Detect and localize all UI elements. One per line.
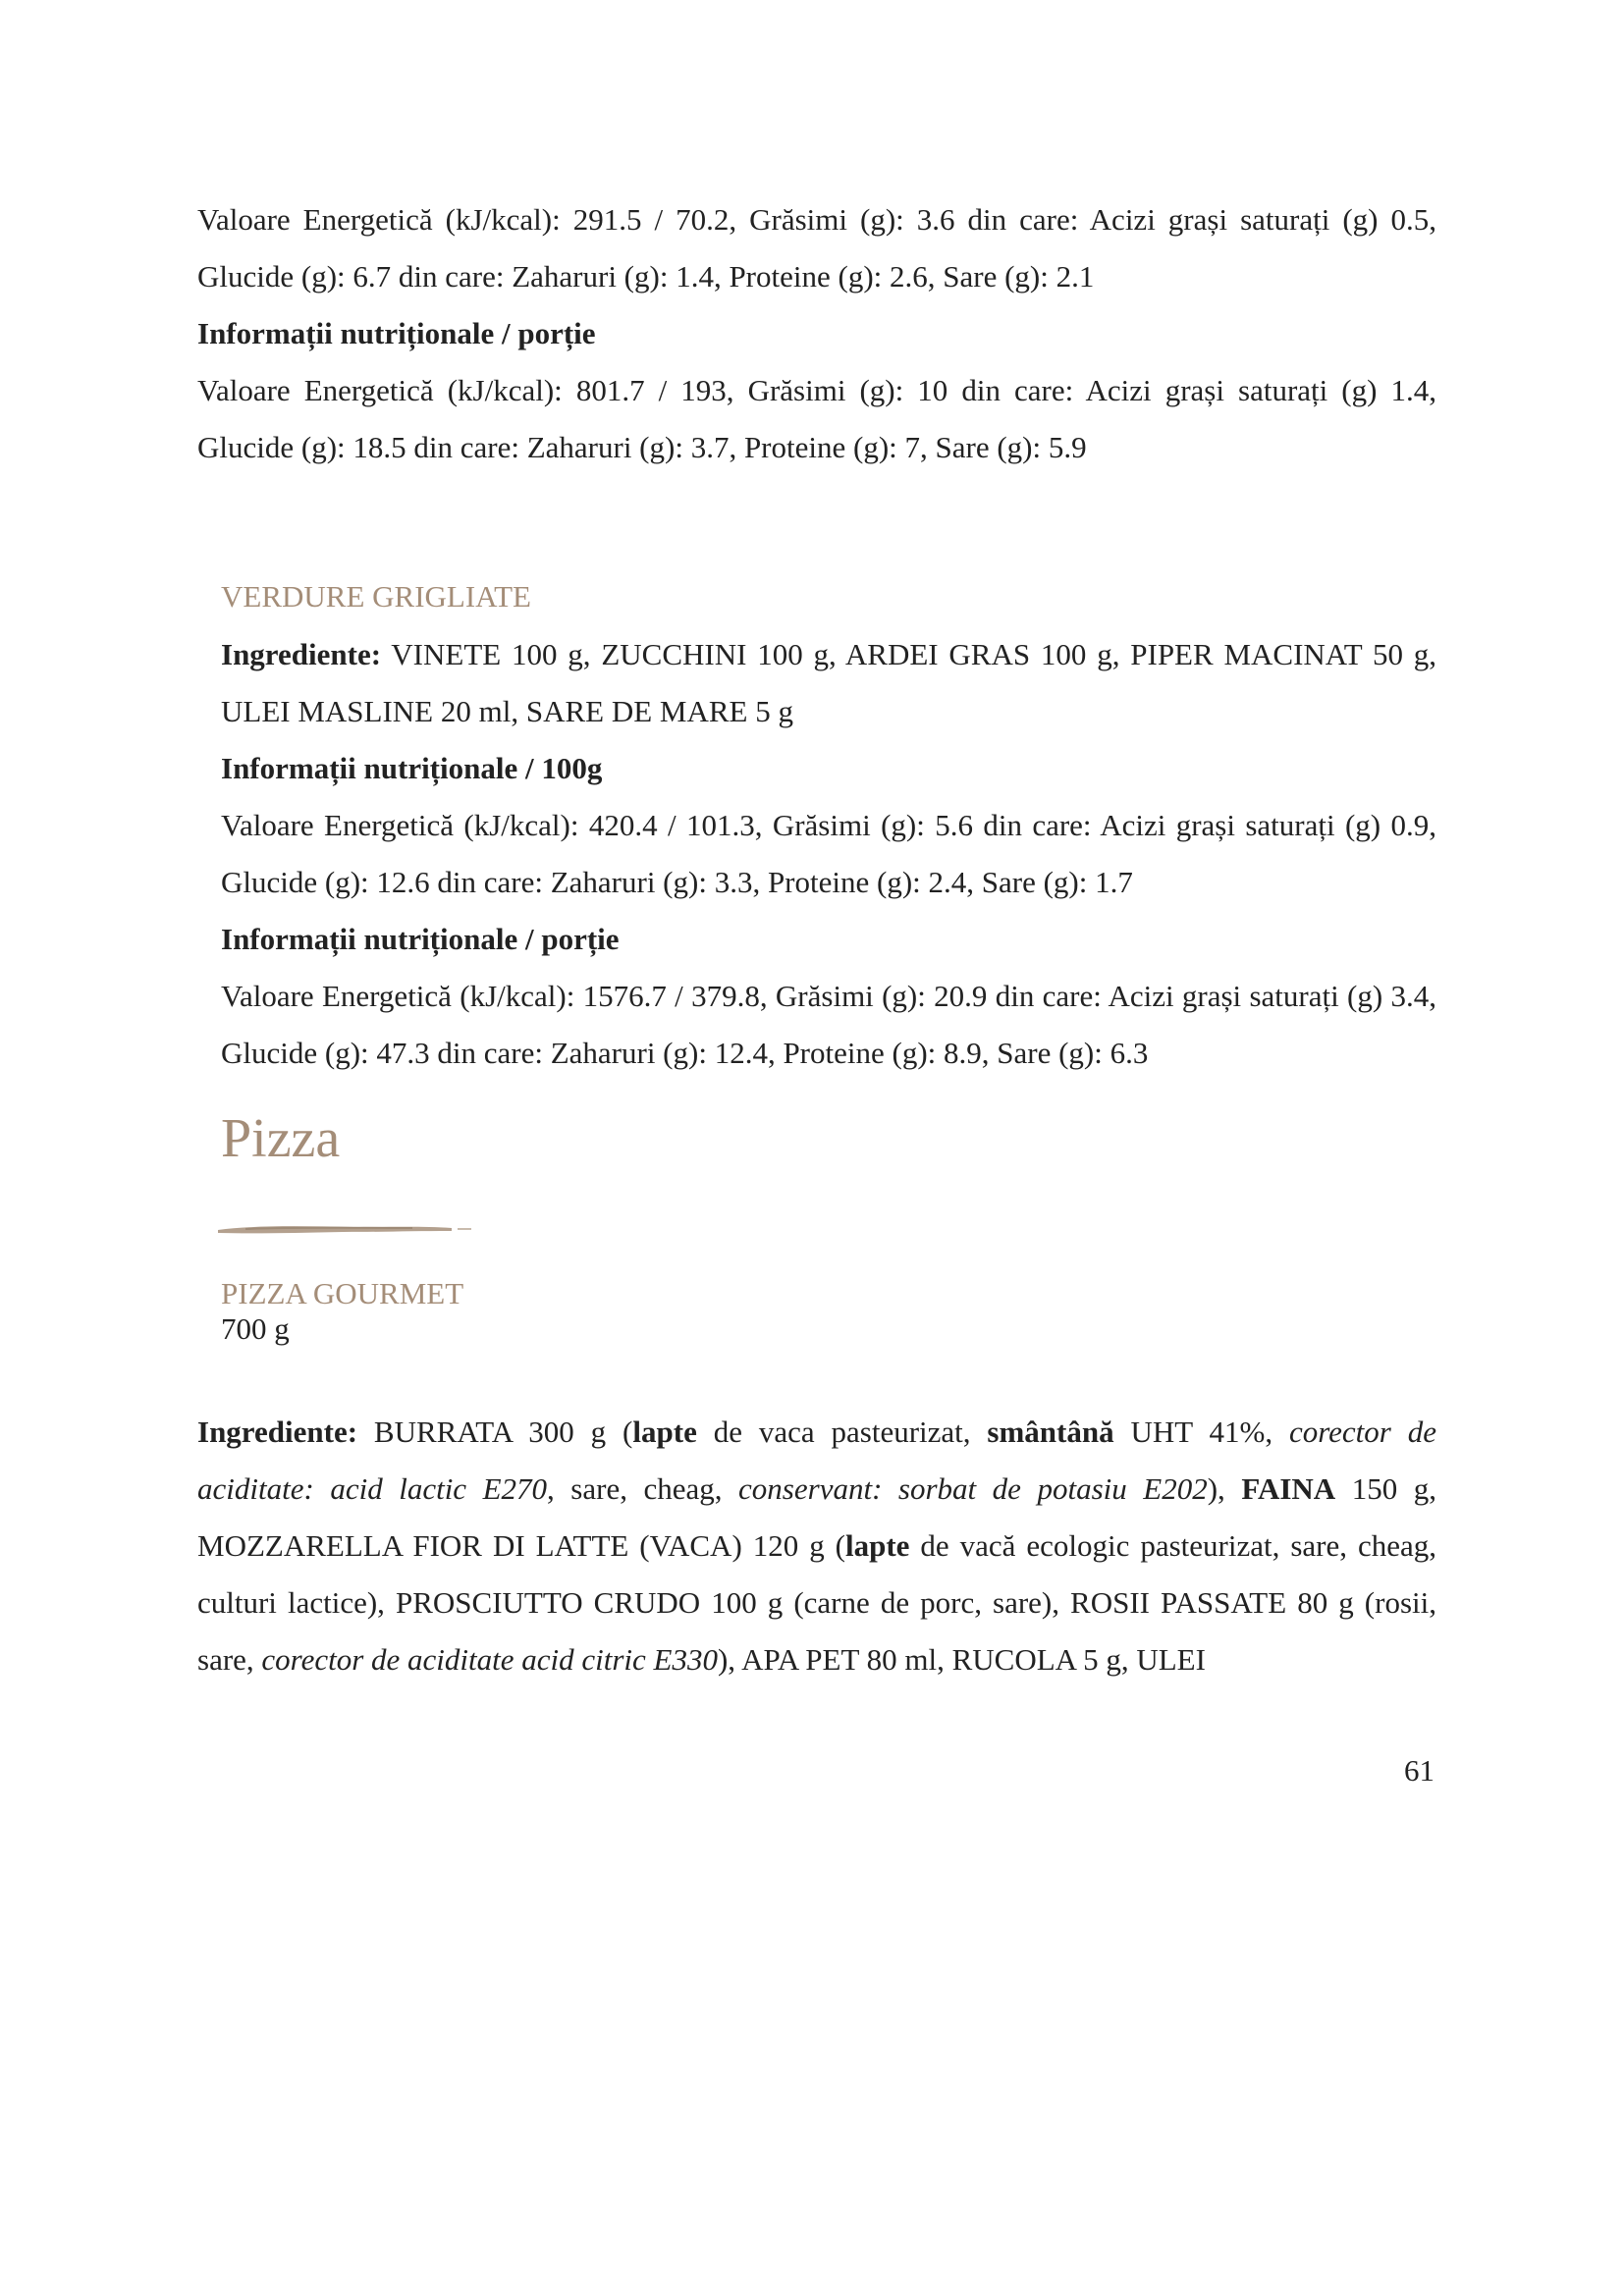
ingredient-segment: lapte — [845, 1528, 910, 1563]
ingredient-segment: FAINA — [1241, 1471, 1336, 1506]
ingredient-segment: UHT 41%, — [1113, 1415, 1289, 1449]
ingredient-segment: conservant: sorbat de potasiu E202 — [738, 1471, 1208, 1506]
verdure-portion-header: Informații nutriționale / porție — [221, 922, 620, 956]
section-title: Pizza — [221, 1108, 341, 1169]
ingredient-segment: de vacă ecologic pasteurizat, sare, cheag, culturi lactice), PROSCIUTTO CRUDO 100 g (carne de porc, sare), ROSII PASSATE 80 g (rosii, sare, — [197, 1528, 1436, 1677]
ingredient-segment: corector de aciditate: acid lactic E270 — [197, 1415, 1436, 1506]
ingredient-segment: BURRATA 300 g ( — [373, 1415, 633, 1449]
dish-name-pizza-gourmet: PIZZA GOURMET — [221, 1276, 464, 1310]
ingredient-segment: corector de aciditate acid citric E330 — [261, 1642, 718, 1677]
nutrition-portion-text: Valoare Energetică (kJ/kcal): 801.7 / 193, Grăsimi (g): 10 din care: Acizi grași saturați (g) 1.4, Glucide (g): 18.5 din care: Zaharuri (g): 3.7, Proteine (g): 7, Sare (g): 5.9 — [197, 373, 1436, 464]
ingredient-segment: ), — [1207, 1471, 1242, 1506]
dish-weight: 700 g — [221, 1311, 290, 1346]
ingredient-segment: , sare, cheag, — [547, 1471, 739, 1506]
ingredient-segment: ), APA PET 80 ml, RUCOLA 5 g, ULEI — [717, 1642, 1206, 1677]
brush-stroke-divider — [216, 1221, 473, 1237]
verdure-per100-header: Informații nutriționale / 100g — [221, 751, 603, 785]
ingredient-segment: de vaca pasteurizat, — [696, 1415, 988, 1449]
ingredients-text — [197, 1415, 1436, 1677]
ingredient-segment: 150 g, MOZZARELLA FIOR DI LATTE (VACA) 120 g ( — [197, 1471, 1437, 1563]
verdure-portion-text: Valoare Energetică (kJ/kcal): 1576.7 / 379.8, Grăsimi (g): 20.9 din care: Acizi grași saturați (g) 3.4, Glucide (g): 47.3 din care: Zaharuri (g): 12.4, Proteine (g): 8.9, Sare (g): 6.3 — [221, 979, 1436, 1070]
ingredients-text: VINETE 100 g, ZUCCHINI 100 g, ARDEI GRAS 100 g, PIPER MACINAT 50 g, ULEI MASLINE 20 ml, SARE DE MARE 5 g — [221, 637, 1436, 728]
verdure-per100-text: Valoare Energetică (kJ/kcal): 420.4 / 101.3, Grăsimi (g): 5.6 din care: Acizi grași saturați (g) 0.9, Glucide (g): 12.6 din care: Zaharuri (g): 3.3, Proteine (g): 2.4, Sare (g): 1.7 — [221, 808, 1436, 899]
dish-name-verdure: VERDURE GRIGLIATE — [221, 579, 531, 614]
page-number: 61 — [1404, 1753, 1435, 1788]
nutrition-per100-text: Valoare Energetică (kJ/kcal): 291.5 / 70.2, Grăsimi (g): 3.6 din care: Acizi grași saturați (g) 0.5, Glucide (g): 6.7 din care: Zaharuri (g): 1.4, Proteine (g): 2.6, Sare (g): 2.1 — [197, 202, 1436, 294]
ingredient-segment: lapte — [632, 1415, 697, 1449]
pizza-ingredients — [197, 1404, 1436, 1688]
verdure-ingredients — [221, 626, 1436, 740]
ingredients-label: Ingrediente: — [197, 1415, 358, 1449]
nutrition-portion-header: Informații nutriționale / porție — [197, 316, 596, 350]
ingredients-label: Ingrediente: — [221, 637, 382, 671]
ingredient-segment: smântână — [987, 1415, 1114, 1449]
